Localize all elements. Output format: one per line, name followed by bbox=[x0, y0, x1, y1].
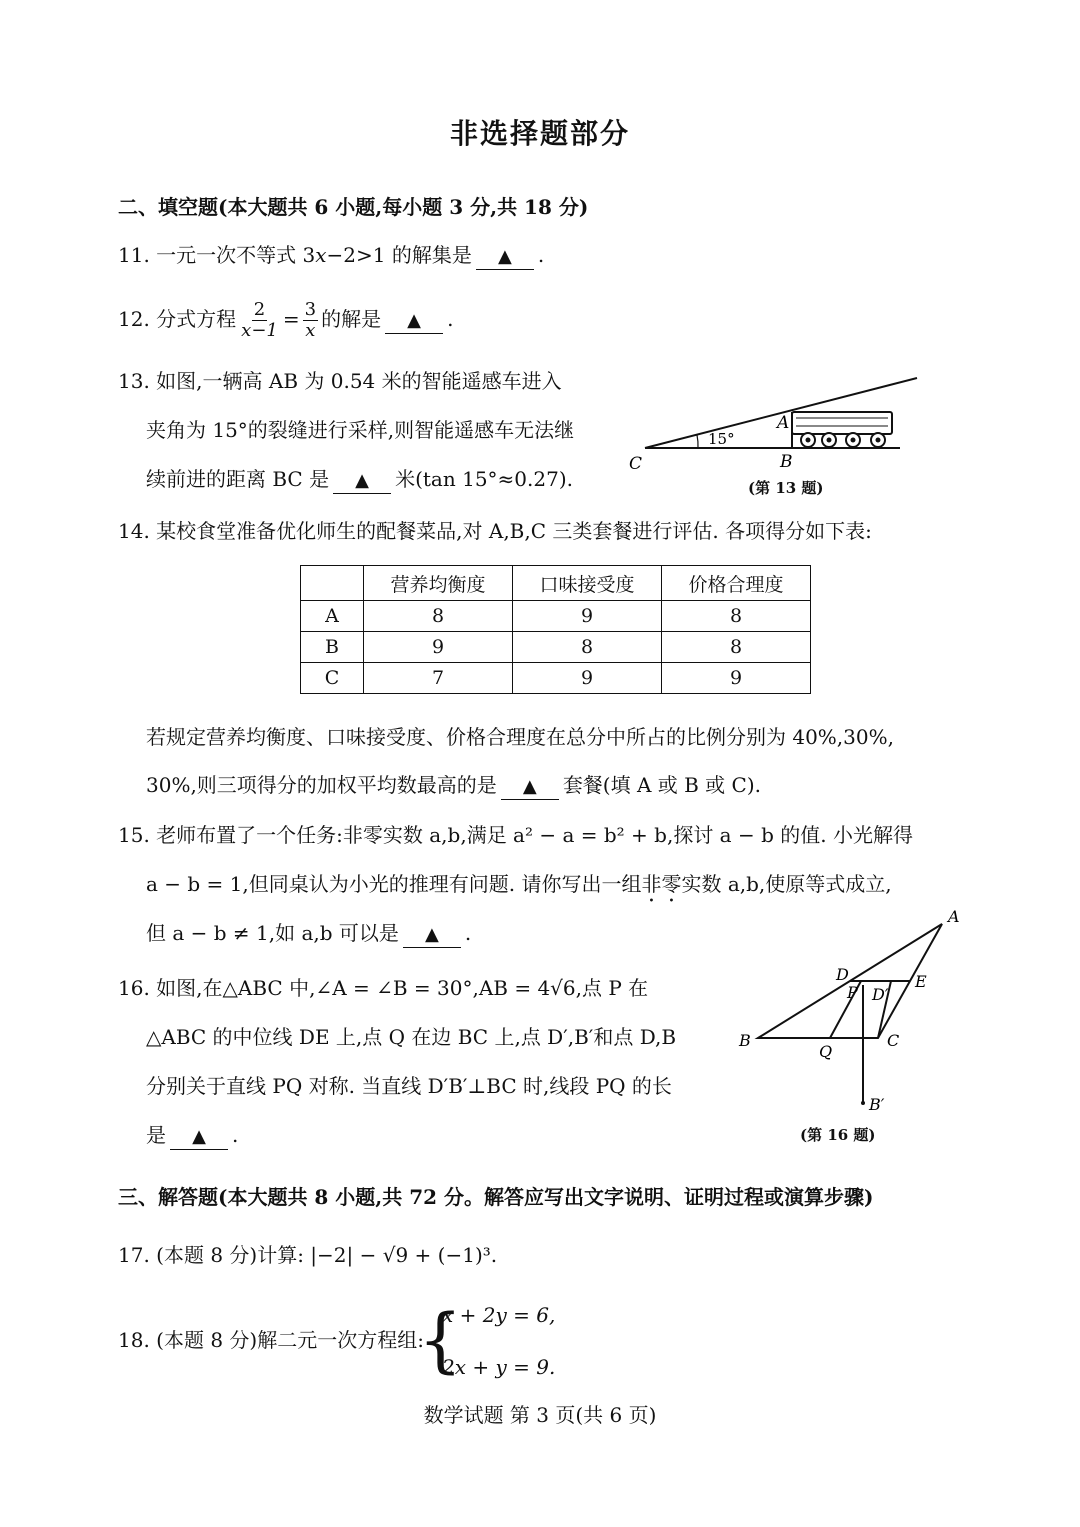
q12-f2-numerator: 3 bbox=[304, 299, 317, 320]
question-11 bbox=[118, 240, 544, 270]
section-3-heading: 三、解答题(本大题共 8 小题,共 72 分。解答应写出文字说明、证明过程或演算步骤) bbox=[118, 1185, 874, 1209]
page-title: 非选择题部分 bbox=[449, 117, 630, 150]
q12-end: . bbox=[447, 307, 454, 331]
remote-car-icon bbox=[792, 412, 892, 447]
q11-text-b: −2>1 的解集是 bbox=[326, 243, 472, 267]
q18-text: 18. (本题 8 分)解二元一次方程组: bbox=[118, 1328, 424, 1352]
blank-triangle-icon: ▲ bbox=[497, 246, 512, 267]
q13-caption: (第 13 题) bbox=[748, 479, 824, 497]
table-cell: 7 bbox=[364, 663, 513, 694]
score-table bbox=[300, 565, 811, 694]
table-row bbox=[301, 601, 811, 632]
q13-figure bbox=[620, 370, 930, 480]
q14-answer-blank[interactable] bbox=[501, 773, 559, 800]
table-cell: 9 bbox=[513, 663, 662, 694]
q11-end: . bbox=[537, 243, 545, 267]
blank-triangle-icon: ▲ bbox=[355, 470, 370, 491]
table-header-cell bbox=[301, 566, 364, 601]
label-C: C bbox=[887, 1031, 900, 1050]
blank-triangle-icon: ▲ bbox=[522, 776, 537, 797]
table-cell: 8 bbox=[364, 601, 513, 632]
label-B: B bbox=[739, 1031, 751, 1050]
table-cell: 8 bbox=[513, 632, 662, 663]
q13-line-1: 13. 如图,一辆高 AB 为 0.54 米的智能遥感车进入 bbox=[118, 369, 562, 393]
label-angle-15: 15° bbox=[708, 430, 735, 448]
q16-line-4a: 是 bbox=[146, 1123, 166, 1147]
blank-triangle-icon: ▲ bbox=[192, 1126, 206, 1147]
table-cell: 8 bbox=[662, 632, 811, 663]
q15-emphasis-nonzero: 非零 bbox=[641, 872, 682, 896]
q12-fraction-left bbox=[239, 300, 280, 341]
table-header-cell: 营养均衡度 bbox=[364, 566, 513, 601]
section-2-heading: 二、填空题(本大题共 6 小题,每小题 3 分,共 18 分) bbox=[118, 195, 589, 219]
q12-text-a: 12. 分式方程 bbox=[118, 307, 237, 331]
page-footer: 数学试题 第 3 页(共 6 页) bbox=[423, 1403, 657, 1427]
q15-line-3 bbox=[146, 918, 471, 948]
table-cell: 8 bbox=[662, 601, 811, 632]
q15-line-2a: a − b = 1,但同桌认为小光的推理有问题. 请你写出一组 bbox=[146, 872, 642, 896]
q16-line-1: 16. 如图,在△ABC 中,∠A = ∠B = 30°,AB = 4√6,点 P 在 bbox=[118, 976, 649, 1000]
q14-line-3a: 30%,则三项得分的加权平均数最高的是 bbox=[146, 773, 497, 797]
q14-line-1: 14. 某校食堂准备优化师生的配餐菜品,对 A,B,C 三类套餐进行评估. 各项得分如下表: bbox=[118, 519, 872, 543]
q15-line-2 bbox=[146, 869, 892, 907]
q18-equation-1: x + 2y = 6, bbox=[442, 1303, 556, 1327]
table-header-cell: 口味接受度 bbox=[513, 566, 662, 601]
q14-line-2: 若规定营养均衡度、口味接受度、价格合理度在总分中所占的比例分别为 40%,30%, bbox=[146, 725, 894, 749]
table-cell: 9 bbox=[662, 663, 811, 694]
table-cell: 9 bbox=[513, 601, 662, 632]
q16-line-2: △ABC 的中位线 DE 上,点 Q 在边 BC 上,点 D′,B′和点 D,B bbox=[146, 1025, 677, 1049]
q16-caption: (第 16 题) bbox=[800, 1126, 876, 1144]
label-D-prime: D′ bbox=[872, 985, 889, 1004]
label-Q: Q bbox=[819, 1042, 833, 1061]
label-D: D bbox=[836, 965, 849, 984]
q11-answer-blank[interactable] bbox=[476, 243, 534, 270]
table-cell: B bbox=[301, 632, 364, 663]
q15-line-3-end: . bbox=[464, 921, 472, 945]
q12-answer-blank[interactable] bbox=[385, 307, 443, 334]
label-P: P bbox=[847, 983, 858, 1002]
label-A: A bbox=[948, 907, 960, 926]
q15-line-3a: 但 a − b ≠ 1,如 a,b 可以是 bbox=[146, 921, 399, 945]
q16-answer-blank[interactable] bbox=[170, 1123, 228, 1150]
q12-f1-numerator: 2 bbox=[253, 299, 266, 320]
q18-brace: { bbox=[418, 1299, 463, 1381]
q16-line-3: 分别关于直线 PQ 对称. 当直线 D′B′⊥BC 时,线段 PQ 的长 bbox=[146, 1074, 672, 1098]
table-header-row bbox=[301, 566, 811, 601]
q16-line-4-end: . bbox=[232, 1123, 239, 1147]
q11-text-a: 11. 一元一次不等式 3 bbox=[118, 243, 316, 267]
question-12 bbox=[118, 296, 453, 342]
table-row bbox=[301, 632, 811, 663]
q13-line-2: 夹角为 15°的裂缝进行采样,则智能遥感车无法继 bbox=[146, 418, 575, 442]
q13-line-3 bbox=[146, 464, 573, 494]
q12-f1-denominator: x−1 bbox=[241, 320, 278, 341]
q15-line-2b: 实数 a,b,使原等式成立, bbox=[681, 872, 892, 896]
q14-line-3b: 套餐(填 A 或 B 或 C). bbox=[562, 773, 762, 797]
q13-line-3a: 续前进的距离 BC 是 bbox=[146, 467, 330, 491]
q18-equation-2: 2x + y = 9. bbox=[442, 1355, 556, 1379]
table-cell: C bbox=[301, 663, 364, 694]
q16-line-4 bbox=[146, 1120, 238, 1150]
table-cell: 9 bbox=[364, 632, 513, 663]
q12-equals: = bbox=[282, 307, 300, 331]
label-E: E bbox=[915, 972, 927, 991]
q12-fraction-right bbox=[303, 300, 318, 341]
q16-figure bbox=[735, 905, 970, 1120]
q11-var: x bbox=[315, 243, 327, 267]
q13-answer-blank[interactable] bbox=[333, 467, 391, 494]
label-C: C bbox=[629, 454, 643, 474]
blank-triangle-icon: ▲ bbox=[407, 310, 421, 331]
q13-line-3b: 米(tan 15°≈0.27). bbox=[395, 467, 573, 491]
point-Bp bbox=[861, 1101, 865, 1105]
table-row bbox=[301, 663, 811, 694]
q14-line-3 bbox=[146, 770, 761, 800]
q12-f2-denominator: x bbox=[305, 320, 316, 341]
label-A: A bbox=[777, 413, 790, 433]
blank-triangle-icon: ▲ bbox=[425, 924, 439, 945]
q12-text-b: 的解是 bbox=[321, 307, 382, 331]
table-cell: A bbox=[301, 601, 364, 632]
q15-line-1: 15. 老师布置了一个任务:非零实数 a,b,满足 a² − a = b² + b,探讨 a − b 的值. 小光解得 bbox=[118, 823, 913, 847]
label-B-prime: B′ bbox=[869, 1095, 885, 1114]
table-header-cell: 价格合理度 bbox=[662, 566, 811, 601]
question-17: 17. (本题 8 分)计算: |−2| − √9 + (−1)³. bbox=[118, 1243, 498, 1267]
label-B: B bbox=[780, 452, 793, 472]
q15-answer-blank[interactable] bbox=[403, 921, 461, 948]
angle-arc bbox=[697, 435, 698, 448]
